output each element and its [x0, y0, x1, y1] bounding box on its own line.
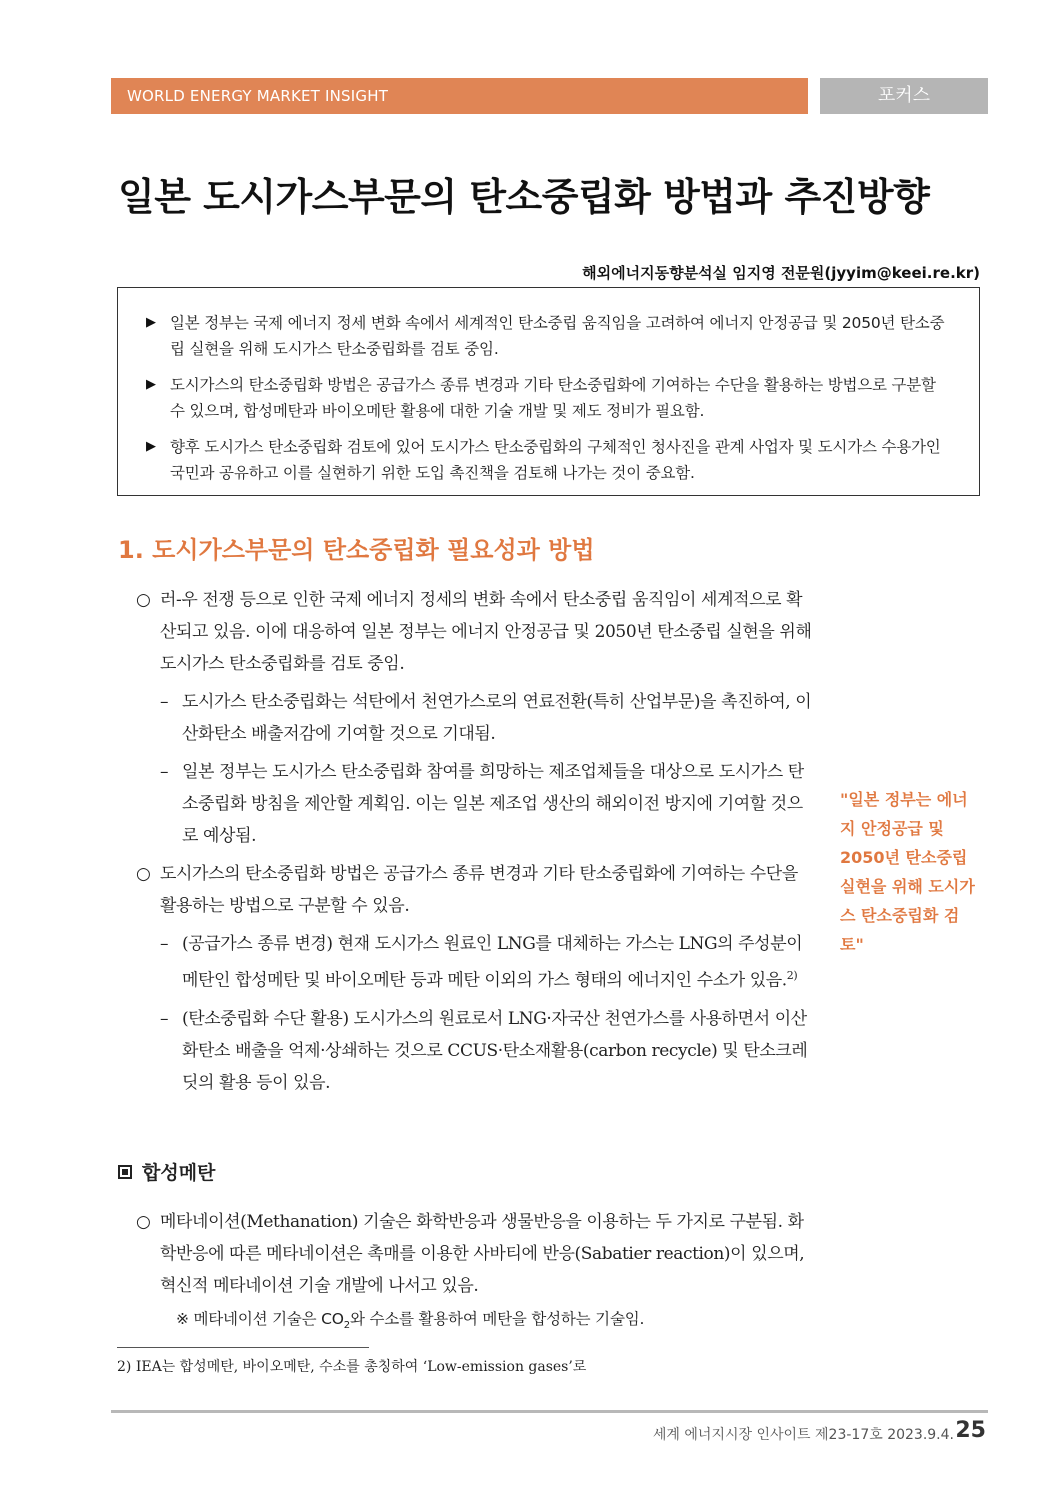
footer-publication: 세계 에너지시장 인사이트 제23-17호 2023.9.4.	[652, 1427, 954, 1443]
paragraph-text: 러-우 전쟁 등으로 인한 국제 에너지 정세의 변화 속에서 탄소중립 움직임이 세계적으로 확산되고 있음. 이에 대응하여 일본 정부는 에너지 안정공급 및 2050년 탄소중립 실현을 위해 도시가스 탄소중립화를 검토 중임.	[160, 590, 812, 674]
note-text: ※ 메타네이션 기술은 CO	[176, 1310, 344, 1328]
summary-item	[146, 434, 955, 486]
footnote-ref[interactable]: 2)	[786, 969, 798, 982]
sub-point	[160, 1003, 812, 1099]
paragraph	[136, 1206, 812, 1302]
summary-item	[146, 310, 955, 362]
section-heading: 1. 도시가스부문의 탄소중립화 필요성과 방법	[118, 536, 595, 564]
summary-text: 도시가스의 탄소중립화 방법은 공급가스 종류 변경과 기타 탄소중립화에 기여하는 수단을 활용하는 방법으로 구분할 수 있으며, 합성메탄과 바이오메탄 활용에 대한 기술 개발 및 제도 정비가 필요함.	[170, 376, 936, 420]
triangle-right-icon: ▶	[146, 439, 156, 454]
square-bullet-icon	[118, 1165, 132, 1179]
dash-bullet-icon: –	[160, 934, 169, 954]
circle-bullet-icon: ○	[136, 864, 151, 884]
sub-point	[160, 686, 812, 750]
footnote-divider	[117, 1347, 369, 1348]
note-line	[176, 1307, 644, 1331]
footer-divider	[111, 1410, 988, 1413]
triangle-right-icon: ▶	[146, 377, 156, 392]
page-title: 일본 도시가스부문의 탄소중립화 방법과 추진방향	[118, 175, 930, 219]
section-body	[136, 584, 812, 1105]
sub-point-text: (탄소중립화 수단 활용) 도시가스의 원료로서 LNG·자국산 천연가스를 사용하면서 이산화탄소 배출을 억제·상쇄하는 것으로 CCUS·탄소재활용(carbon recycle) 및 탄소크레딧의 활용 등이 있음.	[182, 1008, 808, 1093]
paragraph	[136, 858, 812, 922]
note-subscript: 2	[343, 1320, 350, 1332]
subsection-heading	[118, 1158, 215, 1185]
author-line: 해외에너지동향분석실 임지영 전문원(jyyim@keei.re.kr)	[582, 264, 980, 282]
summary-text: 일본 정부는 국제 에너지 정세 변화 속에서 세계적인 탄소중립 움직임을 고려하여 에너지 안정공급 및 2050년 탄소중립 실현을 위해 도시가스 탄소중립화를 검토 중임.	[170, 314, 945, 358]
note-text: 와 수소를 활용하여 메탄을 합성하는 기술임.	[349, 1310, 645, 1328]
paragraph	[136, 584, 812, 680]
sub-point-body: (공급가스 종류 변경) 현재 도시가스 원료인 LNG를 대체하는 가스는 LNG의 주성분이 메탄인 합성메탄 및 바이오메탄 등과 메탄 이외의 가스 형태의 에너지인 수소가 있음.	[182, 934, 803, 991]
triangle-right-icon: ▶	[146, 315, 156, 330]
summary-box	[117, 287, 980, 496]
sub-point	[160, 756, 812, 852]
sub-point-text: 도시가스 탄소중립화는 석탄에서 천연가스로의 연료전환(특히 산업부문)을 촉진하여, 이산화탄소 배출저감에 기여할 것으로 기대됨.	[182, 692, 812, 744]
summary-item	[146, 372, 955, 424]
paragraph-text: 메타네이션(Methanation) 기술은 화학반응과 생물반응을 이용하는 두 가지로 구분됨. 화학반응에 따른 메타네이션은 촉매를 이용한 사바티에 반응(Sabatier reaction)이 있으며, 혁신적 메타네이션 기술 개발에 나서고 있음.	[160, 1212, 805, 1296]
pull-quote: "일본 정부는 에너지 안정공급 및 2050년 탄소중립 실현을 위해 도시가스 탄소중립화 검토"	[840, 790, 975, 954]
sub-point-text: 일본 정부는 도시가스 탄소중립화 참여를 희망하는 제조업체들을 대상으로 도시가스 탄소중립화 방침을 제안할 계획임. 이는 일본 제조업 생산의 해외이전 방지에 기여할 것으로 예상됨.	[182, 762, 804, 846]
dash-bullet-icon: –	[160, 1008, 169, 1029]
subsection-body	[136, 1206, 812, 1308]
summary-text: 향후 도시가스 탄소중립화 검토에 있어 도시가스 탄소중립화의 구체적인 청사진을 관계 사업자 및 도시가스 수용가인 국민과 공유하고 이를 실현하기 위한 도입 촉진책을 검토해 나가는 것이 중요함.	[170, 438, 941, 482]
header-category: 포커스	[820, 78, 988, 114]
dash-bullet-icon: –	[160, 692, 169, 712]
sub-point-text	[182, 928, 812, 997]
paragraph-text: 도시가스의 탄소중립화 방법은 공급가스 종류 변경과 기타 탄소중립화에 기여하는 수단을 활용하는 방법으로 구분할 수 있음.	[160, 864, 798, 916]
page-number: 25	[955, 1418, 986, 1443]
sub-point	[160, 928, 812, 997]
circle-bullet-icon: ○	[136, 1212, 151, 1232]
subsection-heading-text: 합성메탄	[142, 1162, 216, 1184]
dash-bullet-icon: –	[160, 762, 169, 782]
header-series: WORLD ENERGY MARKET INSIGHT	[111, 78, 808, 114]
circle-bullet-icon: ○	[136, 590, 151, 610]
footnote: 2) IEA는 합성메탄, 바이오메탄, 수소를 총칭하여 ‘Low-emission gases’로	[117, 1359, 587, 1375]
